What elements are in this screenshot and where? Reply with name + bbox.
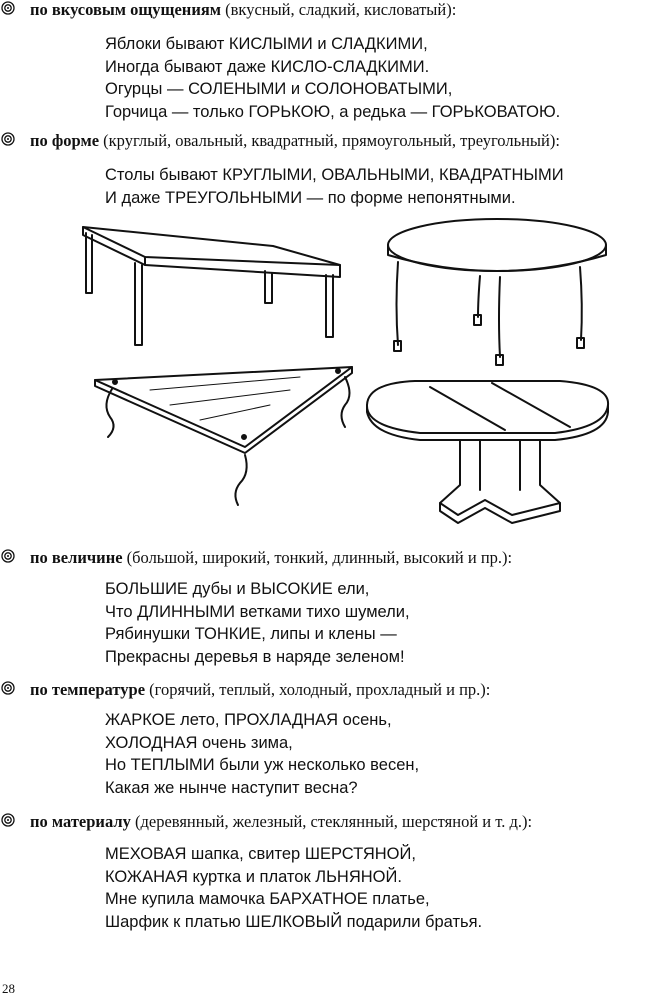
section-title: по величине	[30, 548, 123, 567]
double-circle-bullet-icon	[1, 132, 15, 146]
oval-table-drawing	[367, 381, 608, 523]
poem-line: Но ТЕПЛЫМИ были уж несколько весен,	[105, 756, 420, 774]
poem-line: Рябинушки ТОНКИЕ, липы и клены —	[105, 625, 397, 643]
rectangular-table-drawing	[83, 227, 340, 345]
poem-line: Яблоки бывают КИСЛЫМИ и СЛАДКИМИ,	[105, 35, 428, 53]
poem-line: Какая же нынче наступит весна?	[105, 778, 358, 797]
poem-line: Шарфик к платью ШЕЛКОВЫЙ подарили братья.	[105, 912, 483, 931]
double-circle-bullet-icon	[1, 1, 15, 15]
section-title: по форме	[30, 131, 100, 150]
page-number: 28	[2, 981, 15, 996]
section-examples: (большой, широкий, тонкий, длинный, высокий и пр.):	[122, 548, 513, 567]
poem-taste	[105, 33, 560, 123]
double-circle-bullet-icon	[1, 549, 15, 563]
poem-shape	[105, 164, 564, 209]
poem-line: И даже ТРЕУГОЛЬНЫМИ — по форме непонятными.	[105, 188, 516, 207]
poem-line: Мне купила мамочка БАРХАТНОЕ платье,	[105, 890, 430, 908]
triangular-table-drawing	[95, 367, 352, 505]
poem-temperature	[105, 709, 419, 799]
poem-line: КОЖАНАЯ куртка и платок ЛЬНЯНОЙ.	[105, 867, 402, 886]
tables-illustration	[0, 205, 646, 545]
poem-line: Огурцы — СОЛЕНЫМИ и СОЛОНОВАТЫМИ,	[105, 80, 453, 98]
poem-line: ХОЛОДНАЯ очень зима,	[105, 733, 293, 752]
poem-line: ЖАРКОЕ лето, ПРОХЛАДНАЯ осень,	[105, 711, 392, 729]
poem-line: Столы бывают КРУГЛЫМИ, ОВАЛЬНЫМИ, КВАДРАТНЫМИ	[105, 166, 564, 184]
poem-material	[105, 843, 482, 933]
section-examples: (вкусный, сладкий, кисловатый):	[221, 0, 457, 19]
round-table-drawing	[388, 219, 606, 365]
poem-line: Что ДЛИННЫМИ ветками тихо шумели,	[105, 602, 410, 621]
section-examples: (деревянный, железный, стеклянный, шерстяной и т. д.):	[130, 812, 533, 831]
double-circle-bullet-icon	[1, 813, 15, 827]
section-title: по температуре	[30, 680, 146, 699]
section-examples: (круглый, овальный, квадратный, прямоугольный, треугольный):	[99, 131, 560, 150]
double-circle-bullet-icon	[1, 681, 15, 695]
section-examples: (горячий, теплый, холодный, прохладный и пр.):	[145, 680, 491, 699]
poem-line: Горчица — только ГОРЬКОЮ, а редька — ГОРЬКОВАТОЮ.	[105, 102, 561, 121]
poem-line: МЕХОВАЯ шапка, свитер ШЕРСТЯНОЙ,	[105, 845, 416, 863]
poem-line: Иногда бывают даже КИСЛО-СЛАДКИМИ.	[105, 57, 430, 76]
section-title: по вкусовым ощущениям	[30, 0, 221, 19]
poem-line: БОЛЬШИЕ дубы и ВЫСОКИЕ ели,	[105, 580, 370, 598]
poem-line: Прекрасны деревья в наряде зеленом!	[105, 647, 405, 666]
poem-size	[105, 578, 410, 668]
section-title: по материалу	[30, 812, 131, 831]
